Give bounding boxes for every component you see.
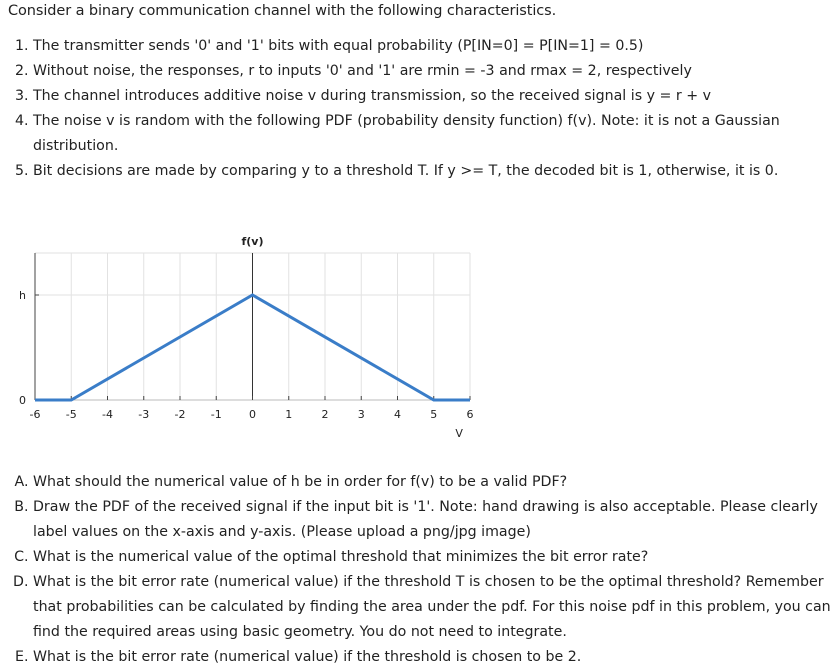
list-item: 2. Without noise, the responses, r to inputs '0' and '1' are rmin = -3 and rmax = 2, respectively bbox=[33, 59, 833, 84]
list-item: 1. The transmitter sends '0' and '1' bits with equal probability (P[IN=0] = P[IN=1] = 0.5) bbox=[33, 34, 833, 59]
y-tick-label: 0 bbox=[19, 394, 26, 407]
intro-text: Consider a binary communication channel with the following characteristics. bbox=[8, 3, 557, 19]
x-tick-label: -3 bbox=[138, 408, 150, 421]
x-tick-label: 6 bbox=[466, 408, 474, 421]
characteristics-list bbox=[0, 34, 833, 184]
x-tick-label: 3 bbox=[357, 408, 365, 421]
list-item: 3. The channel introduces additive noise v during transmission, so the received signal is y = r + v bbox=[33, 84, 833, 109]
x-tick-label: -2 bbox=[174, 408, 186, 421]
x-tick-label: 4 bbox=[394, 408, 401, 421]
x-axis-label: V bbox=[455, 427, 463, 440]
x-tick-label: 2 bbox=[321, 408, 329, 421]
chart-title: f(v) bbox=[241, 235, 264, 248]
x-tick-label: 5 bbox=[430, 408, 438, 421]
pdf-chart bbox=[0, 228, 500, 453]
list-item: 5. Bit decisions are made by comparing y to a threshold T. If y >= T, the decoded bit is 1, otherwise, it is 0. bbox=[33, 159, 833, 184]
question-item: D. What is the bit error rate (numerical value) if the threshold T is chosen to be the optimal threshold? Remember that probabilities can be calculated by finding the area under the pdf. For this noise pdf in this problem, you can find the required areas using basic geometry. You do not need to integrate. bbox=[33, 570, 833, 645]
x-tick-label: -6 bbox=[29, 408, 41, 421]
question-item: E. What is the bit error rate (numerical value) if the threshold is chosen to be 2. bbox=[33, 645, 833, 670]
x-tick-label: -5 bbox=[65, 408, 77, 421]
questions-list bbox=[0, 470, 833, 670]
question-item: C. What is the numerical value of the optimal threshold that minimizes the bit error rate? bbox=[33, 545, 833, 570]
y-tick-label: h bbox=[19, 289, 26, 302]
question-item: A. What should the numerical value of h be in order for f(v) to be a valid PDF? bbox=[33, 470, 833, 495]
x-tick-label: -4 bbox=[102, 408, 113, 421]
x-tick-label: -1 bbox=[210, 408, 222, 421]
list-item: 4. The noise v is random with the following PDF (probability density function) f(v). Note: it is not a Gaussian distribution. bbox=[33, 109, 813, 159]
x-tick-label: 1 bbox=[285, 408, 293, 421]
question-item: B. Draw the PDF of the received signal if the input bit is '1'. Note: hand drawing is also acceptable. Please clearly label values on the x-axis and y-axis. (Please upload a png/jpg image) bbox=[33, 495, 823, 545]
x-tick-label: 0 bbox=[249, 408, 256, 421]
